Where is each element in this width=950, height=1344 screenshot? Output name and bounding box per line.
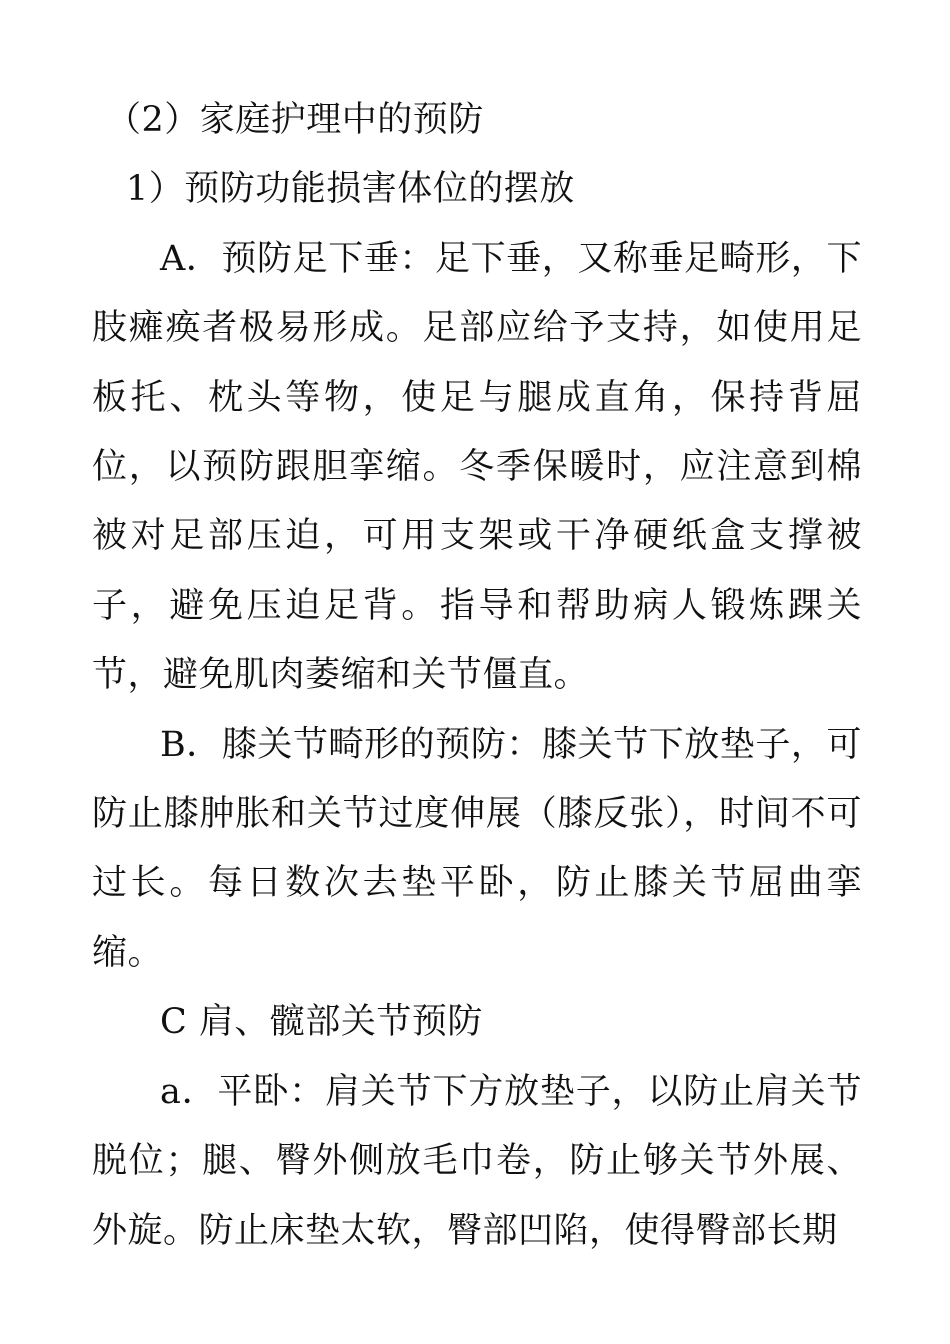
paragraph-supine: a．平卧：肩关节下方放垫子，以防止肩关节脱位；腿、臀外侧放毛巾卷，防止够关节外展、外旋。防止床垫太软，臀部凹陷，使得臀部长期: [92, 1071, 862, 1251]
paragraph-shoulder-hip-heading: C 肩、髋部关节预防: [160, 1002, 483, 1043]
section-heading: （2）家庭护理中的预防: [106, 100, 484, 140]
document-body: [92, 86, 862, 1266]
paragraph-foot-drop: A．预防足下垂：足下垂，又称垂足畸形，下肢瘫痪者极易形成。足部应给予支持，如使用足板托、枕头等物，使足与腿成直角，保持背屈位，以预防跟胆挛缩。冬季保暖时，应注意到棉被对足部压迫，可用支架或干净硬纸盒支撑被子，避免压迫足背。指导和帮助病人锻炼踝关节，避免肌肉萎缩和关节僵直。: [92, 238, 862, 696]
subsection-heading: 1）预防功能损害体位的摆放: [126, 169, 575, 210]
paragraph-knee: B．膝关节畸形的预防：膝关节下放垫子，可防止膝肿胀和关节过度伸展（膝反张），时间不可过长。每日数次去垫平卧，防止膝关节屈曲挛缩。: [92, 724, 862, 973]
